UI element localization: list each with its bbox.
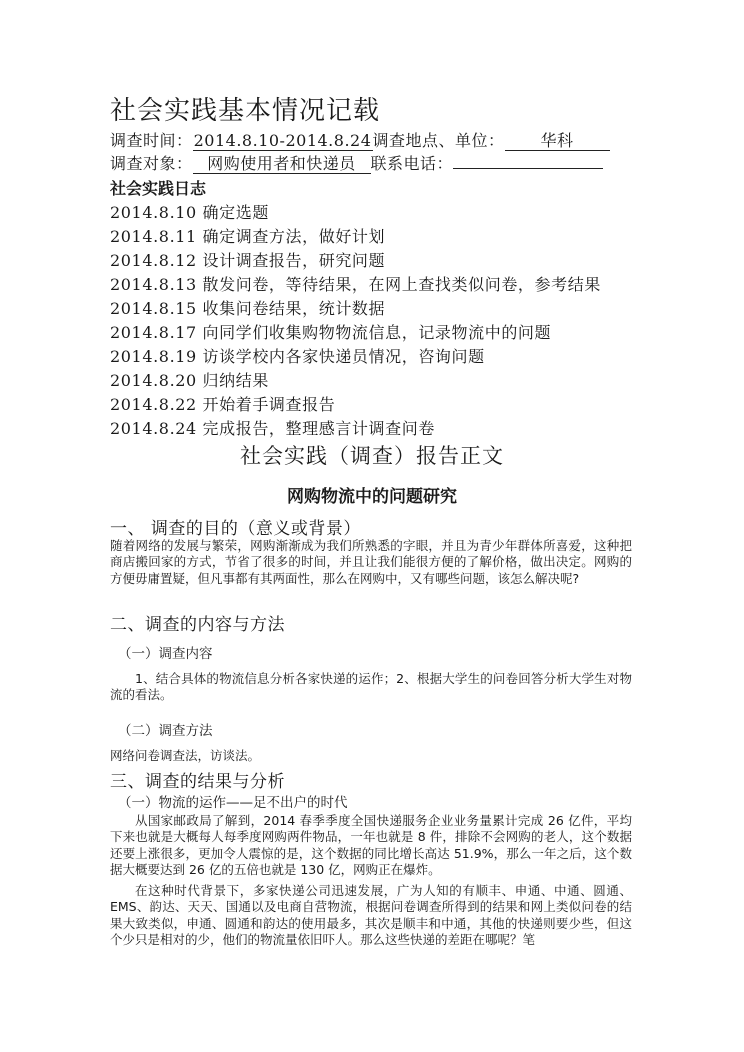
section-3-paragraph-2: 在这种时代背景下，多家快递公司迅速发展，广为人知的有顺丰、申通、中通、圆通、EMS、韵达、天天、国通以及电商自营物流，根据问卷调查所得到的结果和网上类似问卷的结果大致类似，申通、圆通和韵达的使用最多，其次是顺丰和中通，其他的快递则要少些，但这个少只是相对的少，他们的物流量依旧吓人。那么这些快递的差距在哪呢？笔 xyxy=(110,883,632,948)
section-2-sub-1: （一）调查内容 xyxy=(118,646,213,662)
survey-time-value: 2014.8.10-2014.8.24 xyxy=(193,131,372,150)
section-2-sub-2-paragraph: 网络问卷调查法，访谈法。 xyxy=(110,748,261,763)
section-3-sub-1: （一）物流的运作——足不出户的时代 xyxy=(118,795,348,811)
log-entry: 2014.8.20 归纳结果 xyxy=(110,371,269,390)
section-2-sub-2: （二）调查方法 xyxy=(118,723,213,739)
survey-time-row xyxy=(110,128,610,151)
log-entry: 2014.8.13 散发问卷，等待结果，在网上查找类似问卷，参考结果 xyxy=(110,275,601,294)
log-entry: 2014.8.15 收集问卷结果，统计数据 xyxy=(110,299,386,318)
log-entry: 2014.8.12 设计调查报告，研究问题 xyxy=(110,251,386,270)
section-2-heading: 二、调查的内容与方法 xyxy=(110,615,285,635)
page-title: 社会实践基本情况记载 xyxy=(110,96,381,126)
log-heading: 社会实践日志 xyxy=(110,179,207,198)
section-2-sub-1-paragraph: 1、结合具体的物流信息分析各家快递的运作；2、根据大学生的问卷回答分析大学生对物流的看法。 xyxy=(110,671,632,703)
section-3-heading: 三、调查的结果与分析 xyxy=(110,772,285,792)
log-entry: 2014.8.10 确定选题 xyxy=(110,203,269,222)
log-entry: 2014.8.22 开始着手调查报告 xyxy=(110,395,336,414)
log-entry: 2014.8.17 向同学们收集购物物流信息，记录物流中的问题 xyxy=(110,323,552,342)
report-heading: 社会实践（调查）报告正文 xyxy=(240,444,504,468)
log-entry: 2014.8.19 访谈学校内各家快递员情况，咨询问题 xyxy=(110,347,485,366)
section-3-paragraph-1: 从国家邮政局了解到，2014 春季季度全国快递服务企业业务量累计完成 26 亿件，平均下来也就是大概每人每季度网购两件物品，一年也就是 8 件，排除不会网购的老人，这个数据还要上涨很多，更加令人震惊的是，这个数据的同比增长高达 51.9%，那么一年之后，这个数据大概要达到 26 亿的五倍也就是 130 亿，网购正在爆炸。 xyxy=(110,813,632,878)
survey-object-value: 网购使用者和快递员 xyxy=(193,154,371,174)
survey-time-label: 调查时间： xyxy=(110,131,193,150)
report-title: 网购物流中的问题研究 xyxy=(287,487,457,507)
log-entry: 2014.8.24 完成报告，整理感言计调查问卷 xyxy=(110,419,435,438)
survey-place-label: 调查地点、单位： xyxy=(372,131,505,150)
section-1-paragraph: 随着网络的发展与繁荣，网购渐渐成为我们所熟悉的字眼，并且为青少年群体所喜爱，这种把商店搬回家的方式，节省了很多的时间，并且让我们能很方便的了解价格，做出决定。网购的方便毋庸置疑，但凡事都有其两面性，那么在网购中，又有哪些问题，该怎么解决呢? xyxy=(110,538,632,586)
log-entry: 2014.8.11 确定调查方法，做好计划 xyxy=(110,227,386,246)
section-1-heading: 一、 调查的目的（意义或背景） xyxy=(110,519,361,539)
phone-value xyxy=(453,168,603,169)
survey-object-label: 调查对象： xyxy=(110,154,193,173)
survey-place-value: 华科 xyxy=(505,131,610,151)
survey-object-row xyxy=(110,151,603,174)
phone-label: 联系电话： xyxy=(370,154,454,173)
